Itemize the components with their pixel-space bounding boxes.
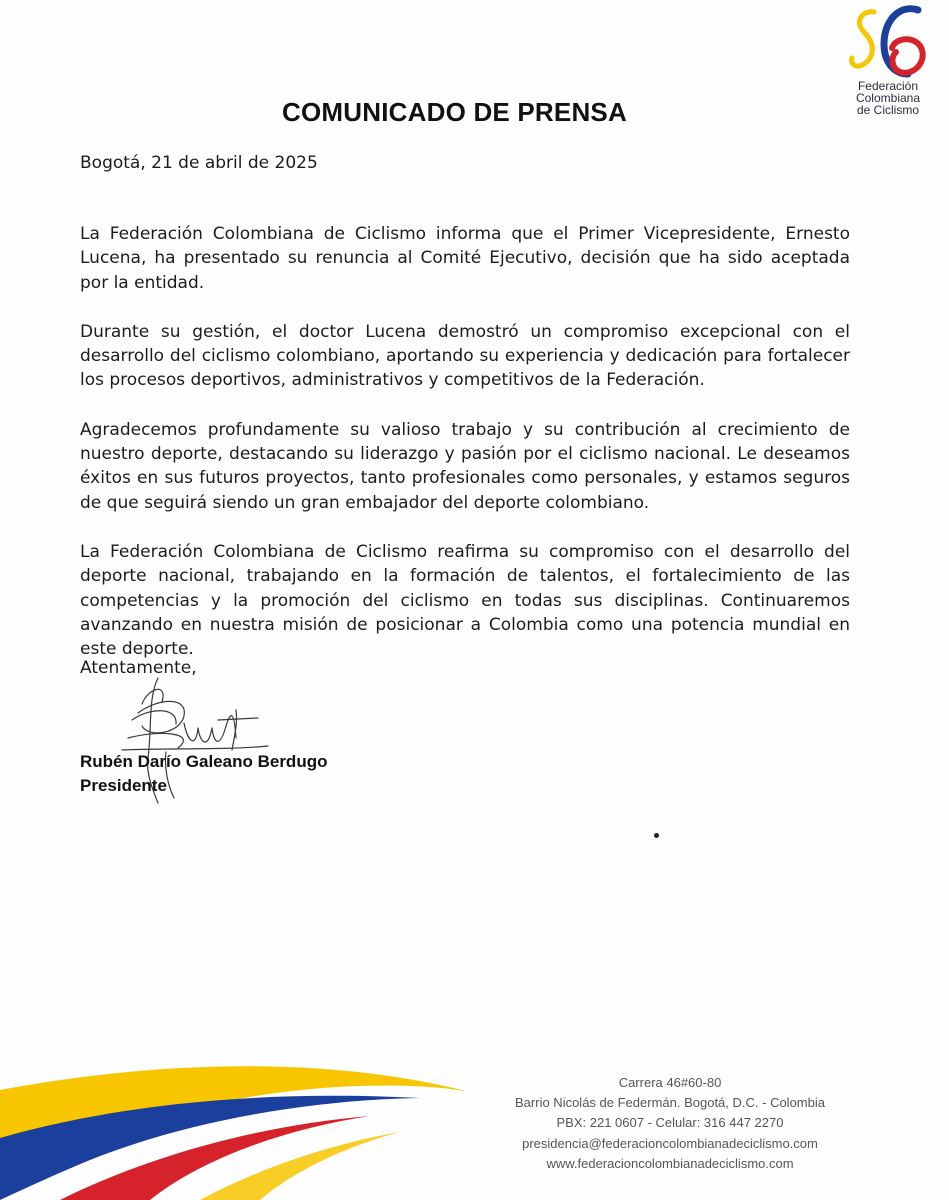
logo-line-3: de Ciclismo <box>856 103 919 117</box>
footer-contact <box>470 1073 870 1174</box>
footer-phones: PBX: 221 0607 - Celular: 316 447 2270 <box>556 1115 784 1131</box>
logo-line-1: Federación <box>857 79 919 93</box>
footer-email[interactable]: presidencia@federacioncolombianadeciclismo.com <box>522 1135 818 1151</box>
cycling-emblem-icon <box>844 0 932 80</box>
logo-line-2: Colombiana <box>855 91 921 105</box>
stray-mark <box>654 833 659 838</box>
paragraph-3: Agradecemos profundamente su valioso trabajo y su contribución al crecimiento de nuestro deporte, destacando su liderazgo y pasión por el ciclismo nacional. Le deseamos éxitos en sus futuros proyectos, tanto profesionales como personales, y estamos seguros de que seguirá siendo un gran embajador del deporte colombiano. <box>80 419 850 513</box>
document-title: COMUNICADO DE PRENSA <box>282 97 627 127</box>
signer-name: Rubén Darío Galeano Berdugo <box>80 752 328 771</box>
signer-role: Presidente <box>80 776 167 795</box>
paragraph-4: La Federación Colombiana de Ciclismo reafirma su compromiso con el desarrollo del deporte nacional, trabajando en la formación de talentos, el fortalecimiento de las competencias y la promoción del ciclismo en todas sus disciplinas. Continuaremos avanzando en nuestra misión de posicionar a Colombia como una potencia mundial en este deporte. <box>80 541 850 660</box>
closing-salutation: Atentamente, <box>80 658 197 678</box>
paragraph-2: Durante su gestión, el doctor Lucena demostró un compromiso excepcional con el desarrollo del ciclismo colombiano, aportando su experiencia y dedicación para fortalecer los procesos deportivos, administrativos y competitivos de la Federación. <box>80 321 850 391</box>
document-date: Bogotá, 21 de abril de 2025 <box>80 153 318 173</box>
footer-website[interactable]: www.federacioncolombianadeciclismo.com <box>546 1155 794 1171</box>
signer-block <box>80 750 327 798</box>
body-text <box>80 222 850 686</box>
footer-address: Carrera 46#60-80 <box>618 1075 722 1090</box>
paragraph-1: La Federación Colombiana de Ciclismo informa que el Primer Vicepresidente, Ernesto Lucena, ha presentado su renuncia al Comité Ejecutivo, decisión que ha sido aceptada por la entidad. <box>80 224 850 293</box>
footer-neighborhood: Barrio Nicolás de Federmán. Bogotá, D.C. - Colombia <box>515 1095 825 1111</box>
